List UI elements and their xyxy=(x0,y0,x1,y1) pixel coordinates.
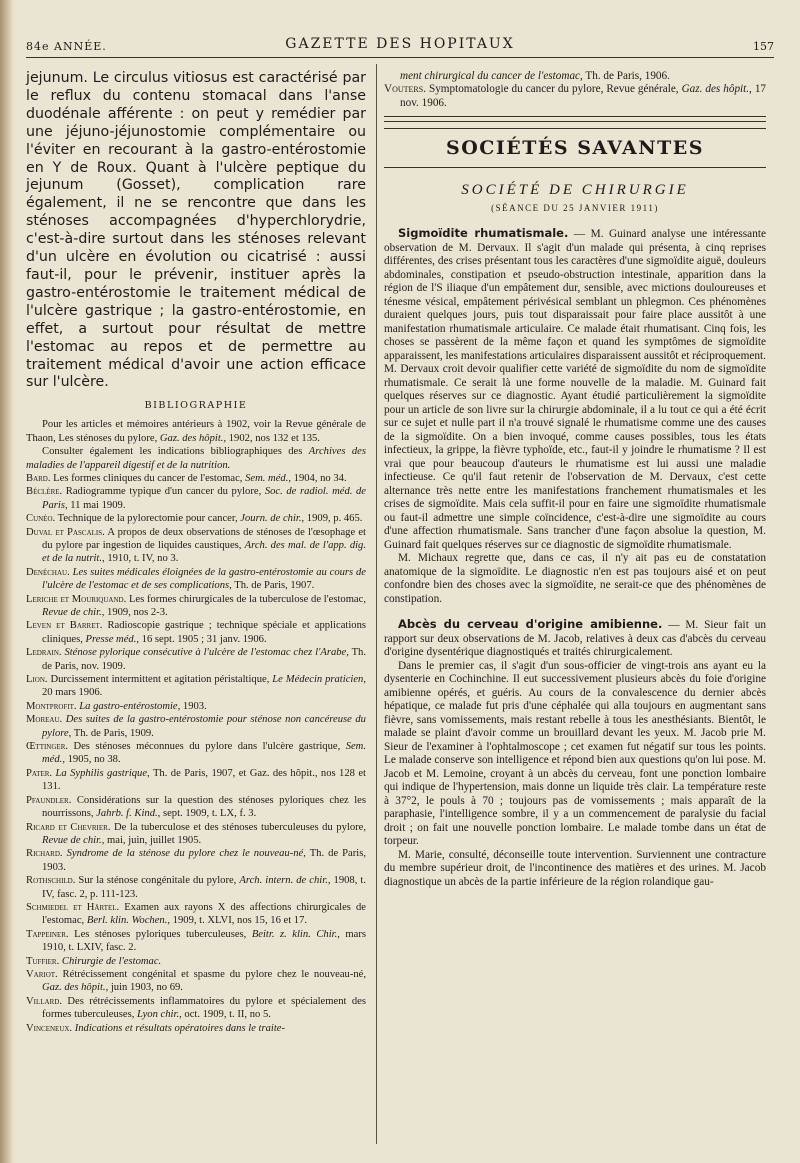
bib-text: Examen aux rayons X des affections chirurgicales de l'estomac, xyxy=(42,901,367,927)
bib-author: Montprofit. xyxy=(26,700,77,712)
bibliography-title: BIBLIOGRAPHIE xyxy=(144,400,248,412)
article-text: — M. Sieur fait un rapport sur deux observations de M. Jacob, relatives à deux cas d'abcès du cerveau d'origine dysentérique diagnostiqués et traités chirurgicalement. xyxy=(384,619,766,659)
bib-source: Le Médecin praticien, xyxy=(272,674,366,686)
bib-entry xyxy=(26,713,366,740)
bib-text: Durcissement intermittent et agitation péristaltique, xyxy=(47,674,273,686)
bib-source: Sténose pylorique consécutive à l'ulcère de l'estomac chez l'Arabe, xyxy=(64,647,349,659)
bib-entry xyxy=(26,566,366,593)
bib-rest: , 1904, no 34. xyxy=(288,472,347,484)
bib-author: Villard. xyxy=(26,995,62,1007)
bib-entry xyxy=(26,794,366,821)
bib-entry xyxy=(26,418,366,445)
bib-rest: , oct. 1909, t. II, no 5. xyxy=(179,1009,271,1021)
article-heading: Abcès du cerveau d'origine amibienne. xyxy=(398,617,663,632)
bib-source: Revue de chir. xyxy=(42,607,102,618)
bib-entry xyxy=(26,847,366,874)
article-abces-cerveau xyxy=(384,618,766,889)
bib-entry xyxy=(26,928,366,955)
bib-source: Sem. méd. xyxy=(42,741,366,766)
bib-entry xyxy=(26,485,366,512)
bib-author: Richard. xyxy=(26,848,63,860)
column-divider xyxy=(376,64,377,1144)
bib-text: Radiogramme typique d'un cancer du pylore, xyxy=(62,486,265,498)
article-heading: Sigmoïdite rhumatismale. xyxy=(398,226,569,241)
right-column xyxy=(384,70,766,889)
bib-text: Les formes chirurgicales de la tuberculose de l'estomac, xyxy=(126,593,366,605)
bib-source: ment chirurgical du cancer de l'estomac, xyxy=(400,70,583,82)
bib-entry xyxy=(26,619,366,646)
bib-author: Duval et Pascalis. xyxy=(26,526,105,538)
bib-source: Chirurgie de l'estomac. xyxy=(61,955,162,967)
bib-rest: , mai, juin, juillet 1905. xyxy=(101,834,202,846)
bib-rest: , mars 1910, t. LXIV, fasc. 2. xyxy=(42,928,367,954)
bib-author: Ricard et Chevrier. xyxy=(26,821,111,833)
bib-rest: Th. de Paris, 1909. xyxy=(71,727,154,739)
bib-author: Œttinger. xyxy=(26,741,69,753)
bib-text: Symptomatologie du cancer du pylore, Revue générale, xyxy=(426,83,682,96)
bib-source: Syndrome de la sténose du pylore chez le nouveau-né, xyxy=(66,848,306,860)
bibliography-continuation xyxy=(384,70,766,110)
bib-text: Les formes cliniques du cancer de l'estomac, xyxy=(50,472,246,484)
bib-entry xyxy=(26,512,366,525)
bib-rest: , 1908, t. IV, fasc. 2, p. 111-123. xyxy=(42,875,367,900)
lead-article xyxy=(26,70,366,392)
left-column xyxy=(26,70,366,1035)
bib-rest: 20 mars 1906. xyxy=(42,687,103,699)
bib-rest: , 1910, t. IV, no 3. xyxy=(102,553,179,565)
bib-entry xyxy=(26,901,366,928)
bib-source: Soc. de radiol. méd. de Paris, xyxy=(42,486,366,511)
bib-author: Rothschild. xyxy=(26,875,76,887)
bib-author: Ledrain. xyxy=(26,647,62,659)
article-text: — M. Guinard analyse une intéressante observation de M. Dervaux. Il s'agit d'un malade qui présenta, à cinq reprises différentes, des crises présentant tous les caractères d'une sigmoïdite aiguë, douleurs abdominales, constipation et pseudo-obstruction intestinale, apparition dans la région de l'S iliaque d'un empâtement dur, sensible, avec mictions douloureuses et ténesme vésical, empâtement périvésical semblant un phlegmon. Ces phénomènes duraient quelques jours, puis tout disparaissait pour faire place aussitôt à une manifestation rhumatismale articulaire. Ce malade était rhumatisant. Cinq fois, les choses se passèrent de la même façon et quand les symptômes de sigmoïdite apparaissent, les manifestations articulaires disparaissent aussitôt et réciproquement. M. Dervaux croit devoir qualifier cette variété de sigmoïdite du nom de sigmoïdite rhumatismale. Ce serait là une forme nouvelle de la maladie. M. Guinard fait quelques réserves sur ce diagnostic. Ayant étudié particulièrement la sigmoïdite pour un article de son livre sur la chirurgie abdominale, il a lu tout ce qui a été écrit sur ce sujet et nulle part il n'a trouvé signalé le rhumatisme comme une des causes de la sigmoïdite. On a bien invoqué, comme causes possibles, tous les états infectieux, la grippe, la fièvre typhoïde, etc., faut-il y joindre le rhumatisme ? Il est vrai que pour beaucoup d'auteurs le rhumatisme est lui aussi une maladie infectieuse. Ce qu'il faut retenir de l'observation de M. Dervaux, c'est cette alternance très nette entre les manifestations franchement rhumatismales et les crises de sigmoïdite. Mais cela suffit-il pour en faire une sigmoïdite rhumatismale ou faut-il admettre une simple coïncidence, c'est-à-dire une sigmoïdite au cours d'une affection rhumatismale. Sans trancher d'une façon absolue la question, M. Guinard fait quelques réserves sur ce diagnostic de sigmoïdite rhumatismale. xyxy=(384,228,766,551)
bib-text: Les sténoses pyloriques tuberculeuses, xyxy=(68,928,252,940)
bib-source: Les suites médicales éloignées de la gastro-entérostomie au cours de l'ulcère de l'estomac et de ses complications, xyxy=(42,566,366,592)
bib-author: Leven et Barret. xyxy=(26,620,103,632)
book-spine-shadow xyxy=(0,0,14,1163)
bib-rest: , 17 nov. 1906. xyxy=(400,83,767,109)
bib-source: Indications et résultats opératoires dans le traite- xyxy=(74,1022,286,1034)
bib-continuation xyxy=(384,70,766,83)
bib-rest: , sept. 1909, t. LX, f. 3. xyxy=(157,808,257,820)
bib-entry xyxy=(26,1022,366,1035)
bib-source: Presse méd. xyxy=(85,633,137,645)
bib-author: Variot. xyxy=(26,968,58,980)
header-rule xyxy=(26,57,774,58)
bib-source: Arch. des mal. de l'app. dig. et de la nutrit. xyxy=(42,539,366,565)
article-paragraph: M. Marie, consulté, déconseille toute intervention. Surviennent une contracture du membre supérieur droit, de l'incontinence des matières et des urines. M. Jacob diagnostique un abcès de la partie inférieure de la région rolandique gau- xyxy=(384,848,766,888)
bib-rest: 11 mai 1909. xyxy=(67,499,126,511)
bibliography-list xyxy=(26,418,366,1035)
bib-text: De la tuberculose et des sténoses tuberculeuses du pylore, xyxy=(110,821,366,833)
bib-rest: Th. de Paris, 1906. xyxy=(582,70,670,82)
bib-source: Archives des maladies de l'appareil digestif et de la nutrition. xyxy=(26,446,366,471)
bib-source: Sem. méd. xyxy=(245,472,289,484)
bib-text: A propos de deux observations de sténoses de l'œsophage et du pylore par ingestion de liquides caustiques, xyxy=(42,526,366,551)
bib-source: La gastro-entérostomie, xyxy=(79,700,181,712)
bib-text: Considérations sur la question des sténoses pyloriques chez les nourrissons, xyxy=(42,794,366,820)
bib-entry xyxy=(26,700,366,713)
bib-entry xyxy=(26,767,366,794)
bib-author: Moreau. xyxy=(26,714,63,726)
bib-entry xyxy=(26,593,366,620)
bib-source: Jahrb. f. Kind. xyxy=(96,808,158,820)
bib-author: Béclère. xyxy=(26,486,63,498)
bib-source: Beitr. z. klin. Chir. xyxy=(251,928,338,940)
section-title: SOCIÉTÉS SAVANTES xyxy=(384,128,766,168)
bib-source: Journ. de chir. xyxy=(240,513,302,525)
bib-source: Arch. intern. de chir. xyxy=(239,875,328,887)
bib-text: Rétrécissement congénital et spasme du pylore chez le nouveau-né, xyxy=(57,968,366,980)
bib-entry xyxy=(26,445,366,472)
bib-entry xyxy=(26,874,366,901)
bib-text: Sur la sténose congénitale du pylore, xyxy=(75,875,240,887)
bib-entry xyxy=(26,472,366,485)
bib-author: Pater. xyxy=(26,767,53,779)
bib-rest: , 1909, p. 465. xyxy=(301,513,363,525)
article-paragraph: Dans le premier cas, il s'agit d'un sous-officier de vingt-trois ans ayant eu la dysenterie en Cochinchine. Il eut successivement plusieurs abcès du foie d'origine amibienne opérés, et guéris. Au cours de la convalescence du dernier abcès hépatique, ce malade fut pris d'une céphalée qui alla toujours en augmentant sans fièvre, sans vomissements, mais restant rebelle à tous les anesthésiants. Bientôt, le malade se plaint d'avoir comme un brouillard devant les yeux. M. Jacob prie M. Sieur de l'examiner à l'ophtalmoscope ; cet examen fut négatif sur tous les points. Le malade conserve son intelligence et répond bien aux questions qu'on lui pose. M. Jacob et M. Lemoine, croyant à un abcès du cerveau, font une ponction lombaire qui indique de l'hypertension, mais donne un liquide très clair. La température reste à 37°2, le pouls à 70 ; toujours pas de vomissements ; mais apparaît de la paraphasie, l'intelligence sombre, il y a un commencement de paralysie du facial droit ; on fait une nouvelle ponction lombaire. Le malade tombe dans un état de torpeur. xyxy=(384,659,766,848)
session-date: (SÉANCE DU 25 JANVIER 1911) xyxy=(491,203,659,214)
bib-author: Tuffier. xyxy=(26,955,60,967)
bib-author: Schmiedel et Härtel. xyxy=(26,901,120,913)
bib-rest: , 1909, t. XLVI, nos 15, 16 et 17. xyxy=(167,915,308,927)
bib-text: Des sténoses méconnues du pylore dans l'ulcère gastrique, xyxy=(68,741,346,753)
bib-author: Vinceneux. xyxy=(26,1022,73,1034)
bib-entry xyxy=(26,740,366,767)
lead-paragraph: jejunum. Le circulus vitiosus est caractérisé par le reflux du contenu stomacal dans l'anse duodénale afférente : on peut y remédier par une jéjuno-jéjunostomie complémentaire ou l'éviter en recourant à la gastro-entérostomie en Y de Roux. Quant à l'ulcère peptique du jejunum (Gosset), complication rare également, il ne se rencontre que dans les sténoses accompagnées d'hyperchlorydrie, c'est-à-dire surtout dans les sténoses relevant d'un ulcère en évolution ou cicatrisé : aussi faut-il, pour le prévenir, instituer après la gastro-entérostomie le traitement médical de l'ulcère gastrique ; la gastro-entérostomie, en effet, a surtout pour résultat de mettre l'estomac au repos et de permettre au traitement médical d'avoir une action efficace sur l'ulcère. xyxy=(26,70,366,391)
bib-rest: , 1902, nos 132 et 135. xyxy=(223,432,320,444)
bib-source: Gaz. des hôpit. xyxy=(681,83,750,96)
bib-text: Technique de la pylorectomie pour cancer, xyxy=(55,513,241,525)
bib-rest: Th. de Paris, 1903. xyxy=(42,848,366,873)
bib-entry xyxy=(384,83,766,110)
bib-entry xyxy=(26,673,366,700)
bib-source: Berl. klin. Wochen. xyxy=(86,915,168,927)
article-paragraph xyxy=(384,227,766,552)
bib-author: Cunéo. xyxy=(26,513,56,525)
bib-author: Denéchau. xyxy=(26,566,70,578)
page-number: 157 xyxy=(753,40,774,53)
bib-entry xyxy=(26,968,366,995)
bib-source: Lyon chir. xyxy=(137,1009,180,1021)
bib-entry xyxy=(26,526,366,566)
society-title: SOCIÉTÉ DE CHIRURGIE xyxy=(461,182,689,199)
bib-author: Bard. xyxy=(26,472,51,484)
bib-rest: 1903. xyxy=(180,700,207,712)
bib-entry xyxy=(26,646,366,673)
bib-source: Revue de chir. xyxy=(42,834,102,846)
journal-title: GAZETTE DES HOPITAUX xyxy=(285,36,515,52)
bib-entry xyxy=(26,955,366,968)
bib-rest: Th. de Paris, 1907. xyxy=(231,580,315,592)
bib-author: Tappeiner. xyxy=(26,928,69,940)
bib-source: Gaz. des hôpit. xyxy=(42,982,106,994)
bib-rest: , 1909, nos 2-3. xyxy=(101,607,168,618)
bib-rest: , 1905, no 38. xyxy=(62,754,121,766)
page-header xyxy=(26,30,774,54)
bib-source: Gaz. des hôpit. xyxy=(159,432,224,444)
bib-author: Leriche et Mouriquand. xyxy=(26,593,127,605)
bib-author: Vouters. xyxy=(384,83,426,96)
bib-rest: , juin 1903, no 69. xyxy=(105,982,183,994)
section-rule xyxy=(384,116,766,122)
bib-source: La Syphilis gastrique, xyxy=(55,767,150,779)
article-sigmoidite xyxy=(384,227,766,606)
bib-text: Consulter également les indications bibliographiques des xyxy=(42,446,309,458)
bib-text: Radioscopie gastrique ; technique spéciale et applications cliniques, xyxy=(42,620,366,645)
bib-rest: , 16 sept. 1905 ; 31 janv. 1906. xyxy=(136,633,267,645)
bib-author: Lion. xyxy=(26,674,48,686)
article-paragraph: M. Michaux regrette que, dans ce cas, il n'y ait pas eu de constatation anatomique de la sigmoïdite. Le diagnostic n'en est pas toujours aisé et on peut confondre bien des choses avec la sigmoïdite, ne serait-ce que des phénomènes de constipation. xyxy=(384,552,766,605)
article-paragraph xyxy=(384,618,766,660)
bib-entry xyxy=(26,821,366,848)
bib-rest: Th. de Paris, nov. 1909. xyxy=(42,647,366,672)
bib-text: Pour les articles et mémoires antérieurs à 1902, voir la Revue générale de Thaon, Les sténoses du pylore, xyxy=(26,419,366,444)
bib-author: Pfaundler. xyxy=(26,794,72,806)
bib-entry xyxy=(26,995,366,1022)
bib-source: Des suites de la gastro-entérostomie pour sténose non cancéreuse du pylore, xyxy=(42,714,366,739)
bib-text: Des rétrécissements inflammatoires du pylore et spécialement des formes tuberculeuses, xyxy=(42,995,366,1021)
year-label: 84e ANNÉE. xyxy=(26,40,107,53)
bib-rest: Th. de Paris, 1907, et Gaz. des hôpit., nos 128 et 131. xyxy=(42,767,367,793)
